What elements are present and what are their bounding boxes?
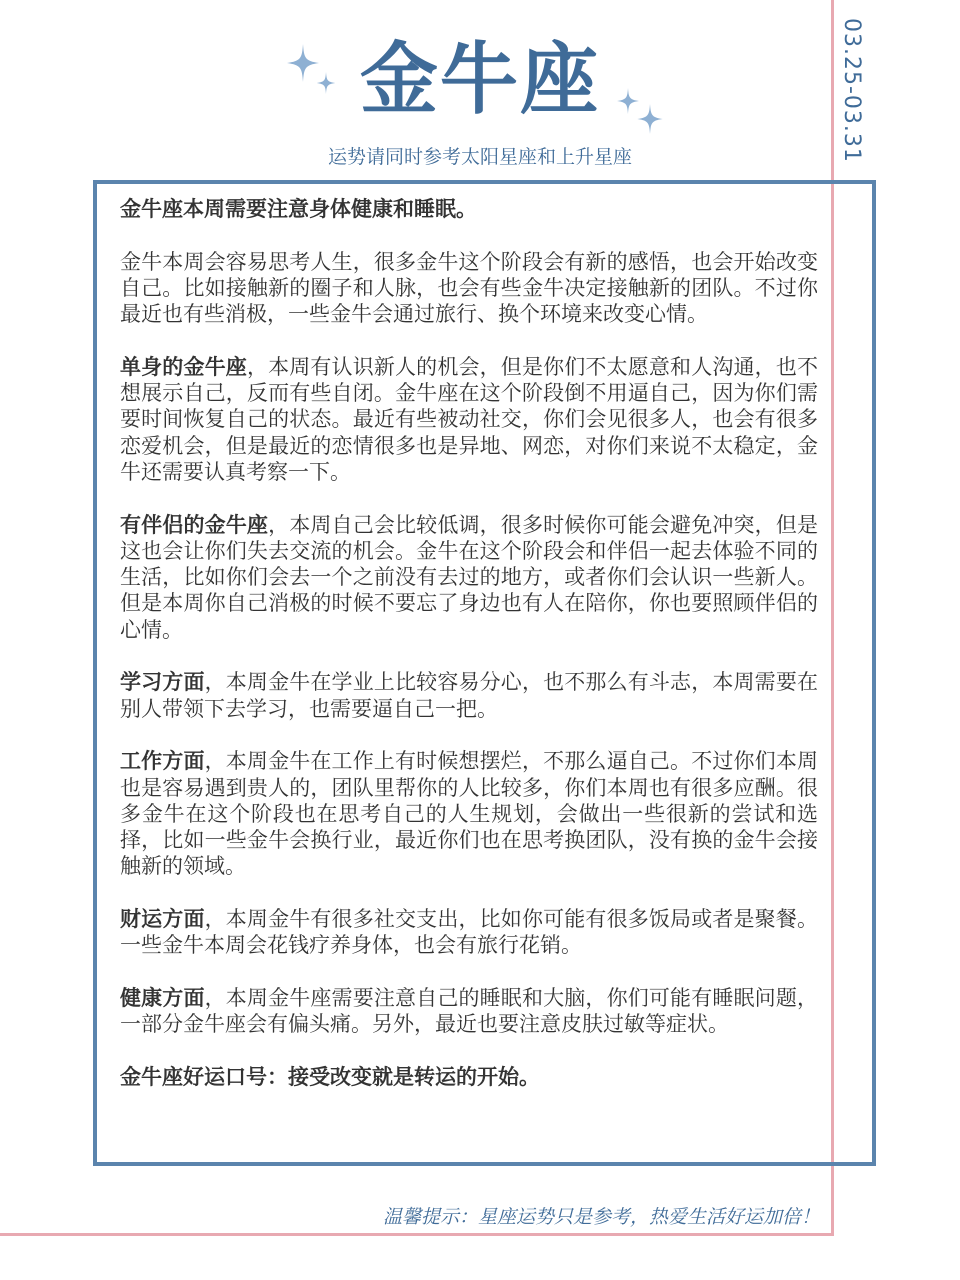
section-label: 有伴侣的金牛座 [120,512,269,537]
section-label: 健康方面 [120,985,205,1010]
footer-tip: 温馨提示：星座运势只是参考，热爱生活好运加倍！ [382,1206,820,1228]
headline: 金牛座本周需要注意身体健康和睡眠。 [120,197,477,221]
page-title: 金牛座 [359,35,600,125]
sparkle-icon [287,44,319,82]
section-partnered: 有伴侣的金牛座，本周自己会比较低调，很多时候你可能会避免冲突，但是这也会让你们失去交流的机会。金牛在这个阶段会和伴侣一起去体验不同的生活，比如你们会去一个之前没有去过的地方，或者你们会认识一些新人。但是本周你自己消极的时候不要忘了身边也有人在陪你，你也要照顾伴侣的心情。 [120,512,818,642]
section-single: 单身的金牛座，本周有认识新人的机会，但是你们不太愿意和人沟通，也不想展示自己，反而有些自闭。金牛座在这个阶段倒不用逼自己，因为你们需要时间恢复自己的状态。最近有些被动社交，你们会见很多人，也会有很多恋爱机会，但是最近的恋情很多也是异地、网恋，对你们来说不太稳定，金牛还需要认真考察一下。 [120,354,818,484]
slogan: 金牛座好运口号：接受改变就是转运的开始。 [120,1064,540,1089]
sparkle-icon [637,104,663,134]
section-work: 工作方面，本周金牛在工作上有时候想摆烂，不那么逼自己。不过你们本周也是容易遇到贵人的，团队里帮你的人比较多，你们本周也有很多应酬。很多金牛在这个阶段也在思考自己的人生规划，会做出一些很新的尝试和选择，比如一些金牛会换行业，最近你们也在思考换团队，没有换的金牛会接触新的领域。 [120,749,818,879]
section-label: 工作方面 [120,749,205,774]
subtitle: 运势请同时参考太阳星座和上升星座 [327,146,632,168]
intro-paragraph: 金牛本周会容易思考人生，很多金牛这个阶段会有新的感悟，也会开始改变自己。比如接触新的圈子和人脉，也会有些金牛决定接触新的团队。不过你最近也有些消极，一些金牛会通过旅行、换个环境来改变心情。 [120,249,818,327]
section-health: 健康方面，本周金牛座需要注意自己的睡眠和大脑，你们可能有睡眠问题，一部分金牛座会有偏头痛。另外，最近也要注意皮肤过敏等症状。 [120,985,818,1037]
section-finance: 财运方面，本周金牛有很多社交支出，比如你可能有很多饭局或者是聚餐。一些金牛本周会花钱疗养身体，也会有旅行花销。 [120,907,818,958]
section-label: 财运方面 [120,907,205,932]
sparkle-icon [316,72,336,94]
sparkle-icon [617,88,639,114]
article-body [120,196,818,1116]
section-label: 学习方面 [120,670,205,695]
pink-horizontal-line [0,1233,834,1236]
section-study: 学习方面，本周金牛在学业上比较容易分心，也不那么有斗志，本周需要在别人带领下去学习，也需要逼自己一把。 [120,670,818,721]
section-label: 单身的金牛座 [120,354,247,379]
date-range: 03.25-03.31 [839,18,864,163]
